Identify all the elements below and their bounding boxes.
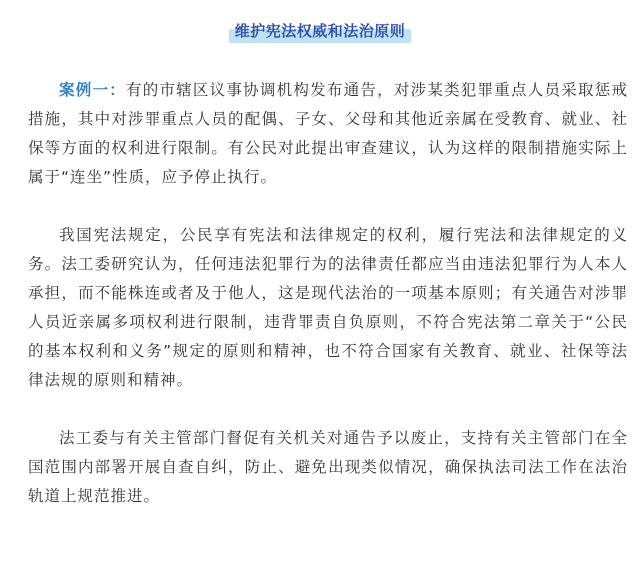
paragraph-outcome <box>28 424 628 511</box>
paragraph-analysis <box>28 221 628 395</box>
paragraph-text: 法工委与有关主管部门督促有关机关对通告予以废止，支持有关主管部门在全国范围内部署开展自查自纠，防止、避免出现类似情况，确保执法司法工作在法治轨道上规范推进。 <box>28 429 628 505</box>
paragraph-text: 有的市辖区议事协调机构发布通告，对涉某类犯罪重点人员采取惩戒措施，其中对涉罪重点人员的配偶、子女、父母和其他近亲属在受教育、就业、社保等方面的权利进行限制。有公民对此提出审查建议，认为这样的限制措施实际上属于“连坐”性质，应予停止执行。 <box>28 81 628 186</box>
case-label: 案例一： <box>59 81 126 99</box>
title-container <box>0 18 640 43</box>
paragraph-case-one <box>28 76 628 192</box>
paragraph-text: 我国宪法规定，公民享有宪法和法律规定的权利，履行宪法和法律规定的义务。法工委研究认为，任何违法犯罪行为的法律责任都应当由违法犯罪行为人本人承担，而不能株连或者及于他人，这是现代法治的一项基本原则；有关通告对涉罪人员近亲属多项权利进行限制，违背罪责自负原则，不符合宪法第二章关于“公民的基本权利和义务”规定的原则和精神，也不符合国家有关教育、就业、社保等法律法规的原则和精神。 <box>28 226 628 389</box>
document-title: 维护宪法权威和法治原则 <box>229 18 412 43</box>
document-body <box>28 76 628 511</box>
